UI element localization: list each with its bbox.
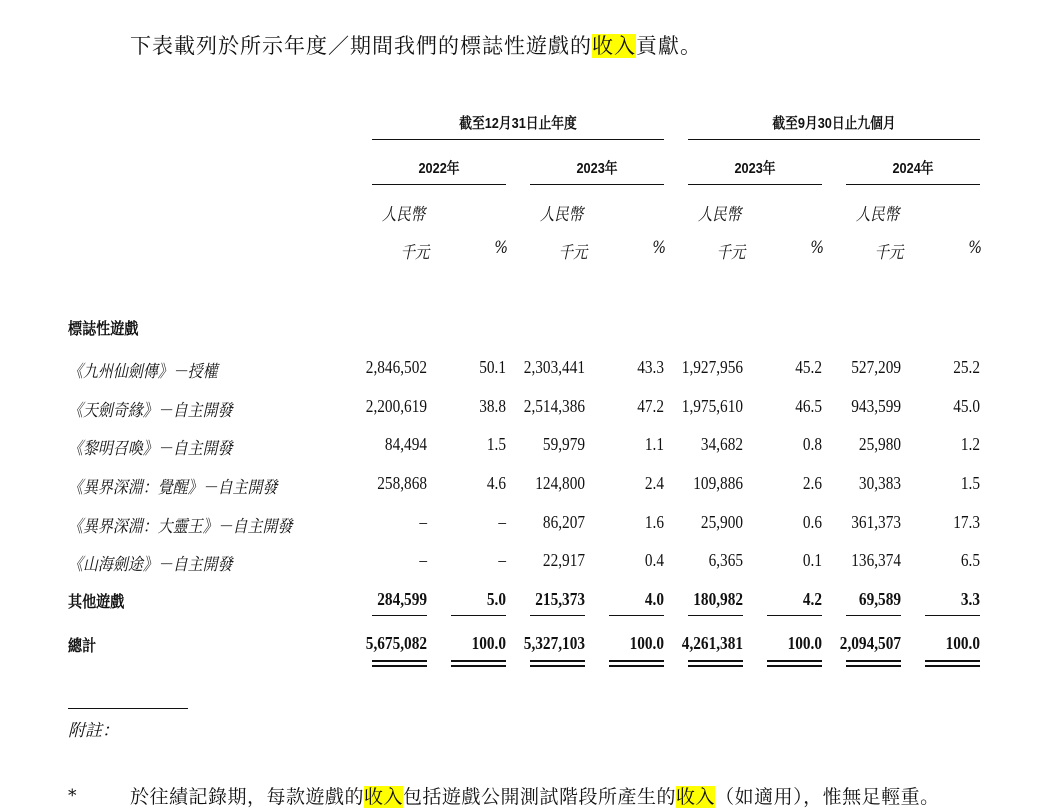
- total-double-rule: [372, 660, 427, 662]
- percent-cell: 25.2: [953, 357, 980, 377]
- amount-cell: 215,373: [535, 589, 585, 609]
- amount-cell: 4,261,381: [681, 633, 743, 653]
- total-double-rule: [372, 665, 427, 667]
- total-double-rule: [767, 665, 822, 667]
- percent-cell: 100.0: [471, 633, 506, 653]
- other-games-row: [0, 587, 1050, 617]
- currency-label: 人民幣: [539, 205, 584, 225]
- group-rule: [372, 139, 664, 140]
- currency-label: 人民幣: [381, 205, 426, 225]
- year-rule: [530, 184, 664, 185]
- subtotal-rule: [530, 615, 585, 616]
- amount-cell: 25,900: [700, 512, 743, 532]
- row-label: 《異界深淵：覺醒》－自主開發: [68, 478, 278, 498]
- row-label: 《異界深淵：大靈王》－自主開發: [68, 517, 293, 537]
- total-double-rule: [767, 660, 822, 662]
- amount-cell: 258,868: [377, 473, 427, 493]
- percent-cell: 0.1: [802, 550, 822, 570]
- group-rule: [688, 139, 980, 140]
- subtotal-rule: [767, 615, 822, 616]
- percent-cell: 43.3: [637, 357, 664, 377]
- percent-cell: 100.0: [629, 633, 664, 653]
- amount-cell: 6,365: [708, 550, 743, 570]
- year-header: 2022年: [418, 160, 460, 177]
- total-double-rule: [609, 660, 664, 662]
- amount-cell: 284,599: [377, 589, 427, 609]
- percent-cell: 4.6: [486, 473, 506, 493]
- percent-cell: –: [498, 550, 506, 570]
- percent-cell: 38.8: [479, 396, 506, 416]
- percent-cell: –: [498, 512, 506, 532]
- total-double-rule: [688, 660, 743, 662]
- row-label: 《黎明召喚》－自主開發: [68, 439, 233, 459]
- amount-cell: 2,514,386: [523, 396, 585, 416]
- total-double-rule: [451, 665, 506, 667]
- percent-cell: 0.4: [644, 550, 664, 570]
- section-title: 標誌性遊戲: [68, 321, 139, 338]
- total-double-rule: [846, 660, 901, 662]
- amount-cell: 124,800: [535, 473, 585, 493]
- subtotal-rule: [609, 615, 664, 616]
- year-header: 2023年: [576, 160, 618, 177]
- percent-cell: 47.2: [637, 396, 664, 416]
- amount-cell: 943,599: [851, 396, 901, 416]
- amount-cell: 59,979: [542, 434, 585, 454]
- percent-cell: 45.2: [795, 357, 822, 377]
- amount-cell: 2,303,441: [523, 357, 585, 377]
- amount-cell: 86,207: [542, 512, 585, 532]
- amount-cell: 30,383: [858, 473, 901, 493]
- footnote-segment: 於往績記錄期，每款遊戲的: [130, 786, 365, 808]
- subtotal-rule: [846, 615, 901, 616]
- table-row: [0, 471, 1050, 501]
- percent-cell: 4.0: [644, 589, 664, 609]
- percent-cell: 45.0: [953, 396, 980, 416]
- unit-label: 千元: [874, 243, 904, 263]
- amount-cell: 109,886: [693, 473, 743, 493]
- unit-label: 千元: [400, 243, 430, 263]
- table-row: [0, 548, 1050, 578]
- percent-cell: 1.1: [644, 434, 664, 454]
- footnote-segment: （如適用），惟無足輕重。: [715, 786, 940, 808]
- year-rule: [846, 184, 980, 185]
- total-double-rule: [451, 660, 506, 662]
- amount-cell: 361,373: [851, 512, 901, 532]
- intro-text: 下表載列於所示年度／期間我們的標誌性遊戲的: [130, 34, 592, 58]
- subtotal-rule: [925, 615, 980, 616]
- percent-cell: 4.2: [802, 589, 822, 609]
- amount-cell: 136,374: [851, 550, 901, 570]
- amount-cell: 84,494: [384, 434, 427, 454]
- footnote-highlight: 收入: [364, 786, 404, 808]
- amount-cell: 527,209: [851, 357, 901, 377]
- amount-cell: 5,327,103: [523, 633, 585, 653]
- amount-cell: 1,927,956: [681, 357, 743, 377]
- subtotal-rule: [451, 615, 506, 616]
- year-rule: [688, 184, 822, 185]
- percent-cell: 3.3: [960, 589, 980, 609]
- amount-cell: 22,917: [542, 550, 585, 570]
- intro-highlight: 收入: [592, 34, 636, 58]
- total-double-rule: [530, 660, 585, 662]
- intro-text-end: 貢獻。: [636, 34, 702, 58]
- percent-cell: 100.0: [945, 633, 980, 653]
- amount-cell: 25,980: [858, 434, 901, 454]
- subtotal-rule: [372, 615, 427, 616]
- percent-cell: 17.3: [953, 512, 980, 532]
- notes-heading: 附註：: [68, 721, 119, 741]
- percent-cell: 1.2: [960, 434, 980, 454]
- amount-cell: 34,682: [700, 434, 743, 454]
- percent-cell: 2.6: [802, 473, 822, 493]
- percent-cell: 46.5: [795, 396, 822, 416]
- group-header-9m: 截至9月30日止九個月: [772, 115, 896, 132]
- unit-label: 千元: [558, 243, 588, 263]
- currency-label: 人民幣: [855, 205, 900, 225]
- total-double-rule: [925, 660, 980, 662]
- percent-cell: 5.0: [486, 589, 506, 609]
- amount-cell: 2,094,507: [839, 633, 901, 653]
- footnote-segment: 包括遊戲公開測試階段所產生的: [403, 786, 677, 808]
- percent-cell: 2.4: [644, 473, 664, 493]
- year-header: 2023年: [734, 160, 776, 177]
- footnote-divider: [68, 708, 188, 709]
- total-row: [0, 631, 1050, 661]
- percent-label: %: [968, 238, 982, 258]
- percent-cell: 100.0: [787, 633, 822, 653]
- total-double-rule: [530, 665, 585, 667]
- unit-label: 千元: [716, 243, 746, 263]
- percent-label: %: [494, 238, 508, 258]
- amount-cell: –: [419, 512, 427, 532]
- amount-cell: 180,982: [693, 589, 743, 609]
- percent-cell: 50.1: [479, 357, 506, 377]
- amount-cell: 1,975,610: [681, 396, 743, 416]
- percent-cell: 0.6: [802, 512, 822, 532]
- percent-cell: 1.5: [960, 473, 980, 493]
- year-header: 2024年: [892, 160, 934, 177]
- table-row: [0, 510, 1050, 540]
- footnote-marker: *: [68, 786, 77, 806]
- table-row: [0, 432, 1050, 462]
- row-label: 《天劍奇緣》－自主開發: [68, 401, 233, 421]
- amount-cell: 5,675,082: [365, 633, 427, 653]
- total-double-rule: [609, 665, 664, 667]
- total-double-rule: [925, 665, 980, 667]
- total-double-rule: [688, 665, 743, 667]
- row-label: 《九州仙劍傳》－授權: [68, 362, 218, 382]
- table-row: [0, 394, 1050, 424]
- amount-cell: 69,589: [858, 589, 901, 609]
- amount-cell: 2,200,619: [365, 396, 427, 416]
- footnote-text: [130, 782, 940, 809]
- year-rule: [372, 184, 506, 185]
- row-label: 《山海劍途》－自主開發: [68, 555, 233, 575]
- percent-cell: 1.6: [644, 512, 664, 532]
- group-header-fy: 截至12月31日止年度: [459, 115, 577, 132]
- row-label: 其他遊戲: [68, 594, 125, 611]
- intro-sentence: [130, 30, 702, 60]
- currency-label: 人民幣: [697, 205, 742, 225]
- percent-cell: 1.5: [486, 434, 506, 454]
- row-label: 總計: [68, 638, 97, 655]
- amount-cell: 2,846,502: [365, 357, 427, 377]
- total-double-rule: [846, 665, 901, 667]
- table-row: [0, 355, 1050, 385]
- amount-cell: –: [419, 550, 427, 570]
- subtotal-rule: [688, 615, 743, 616]
- percent-cell: 0.8: [802, 434, 822, 454]
- percent-label: %: [652, 238, 666, 258]
- footnote-highlight: 收入: [676, 786, 716, 808]
- percent-cell: 6.5: [960, 550, 980, 570]
- percent-label: %: [810, 238, 824, 258]
